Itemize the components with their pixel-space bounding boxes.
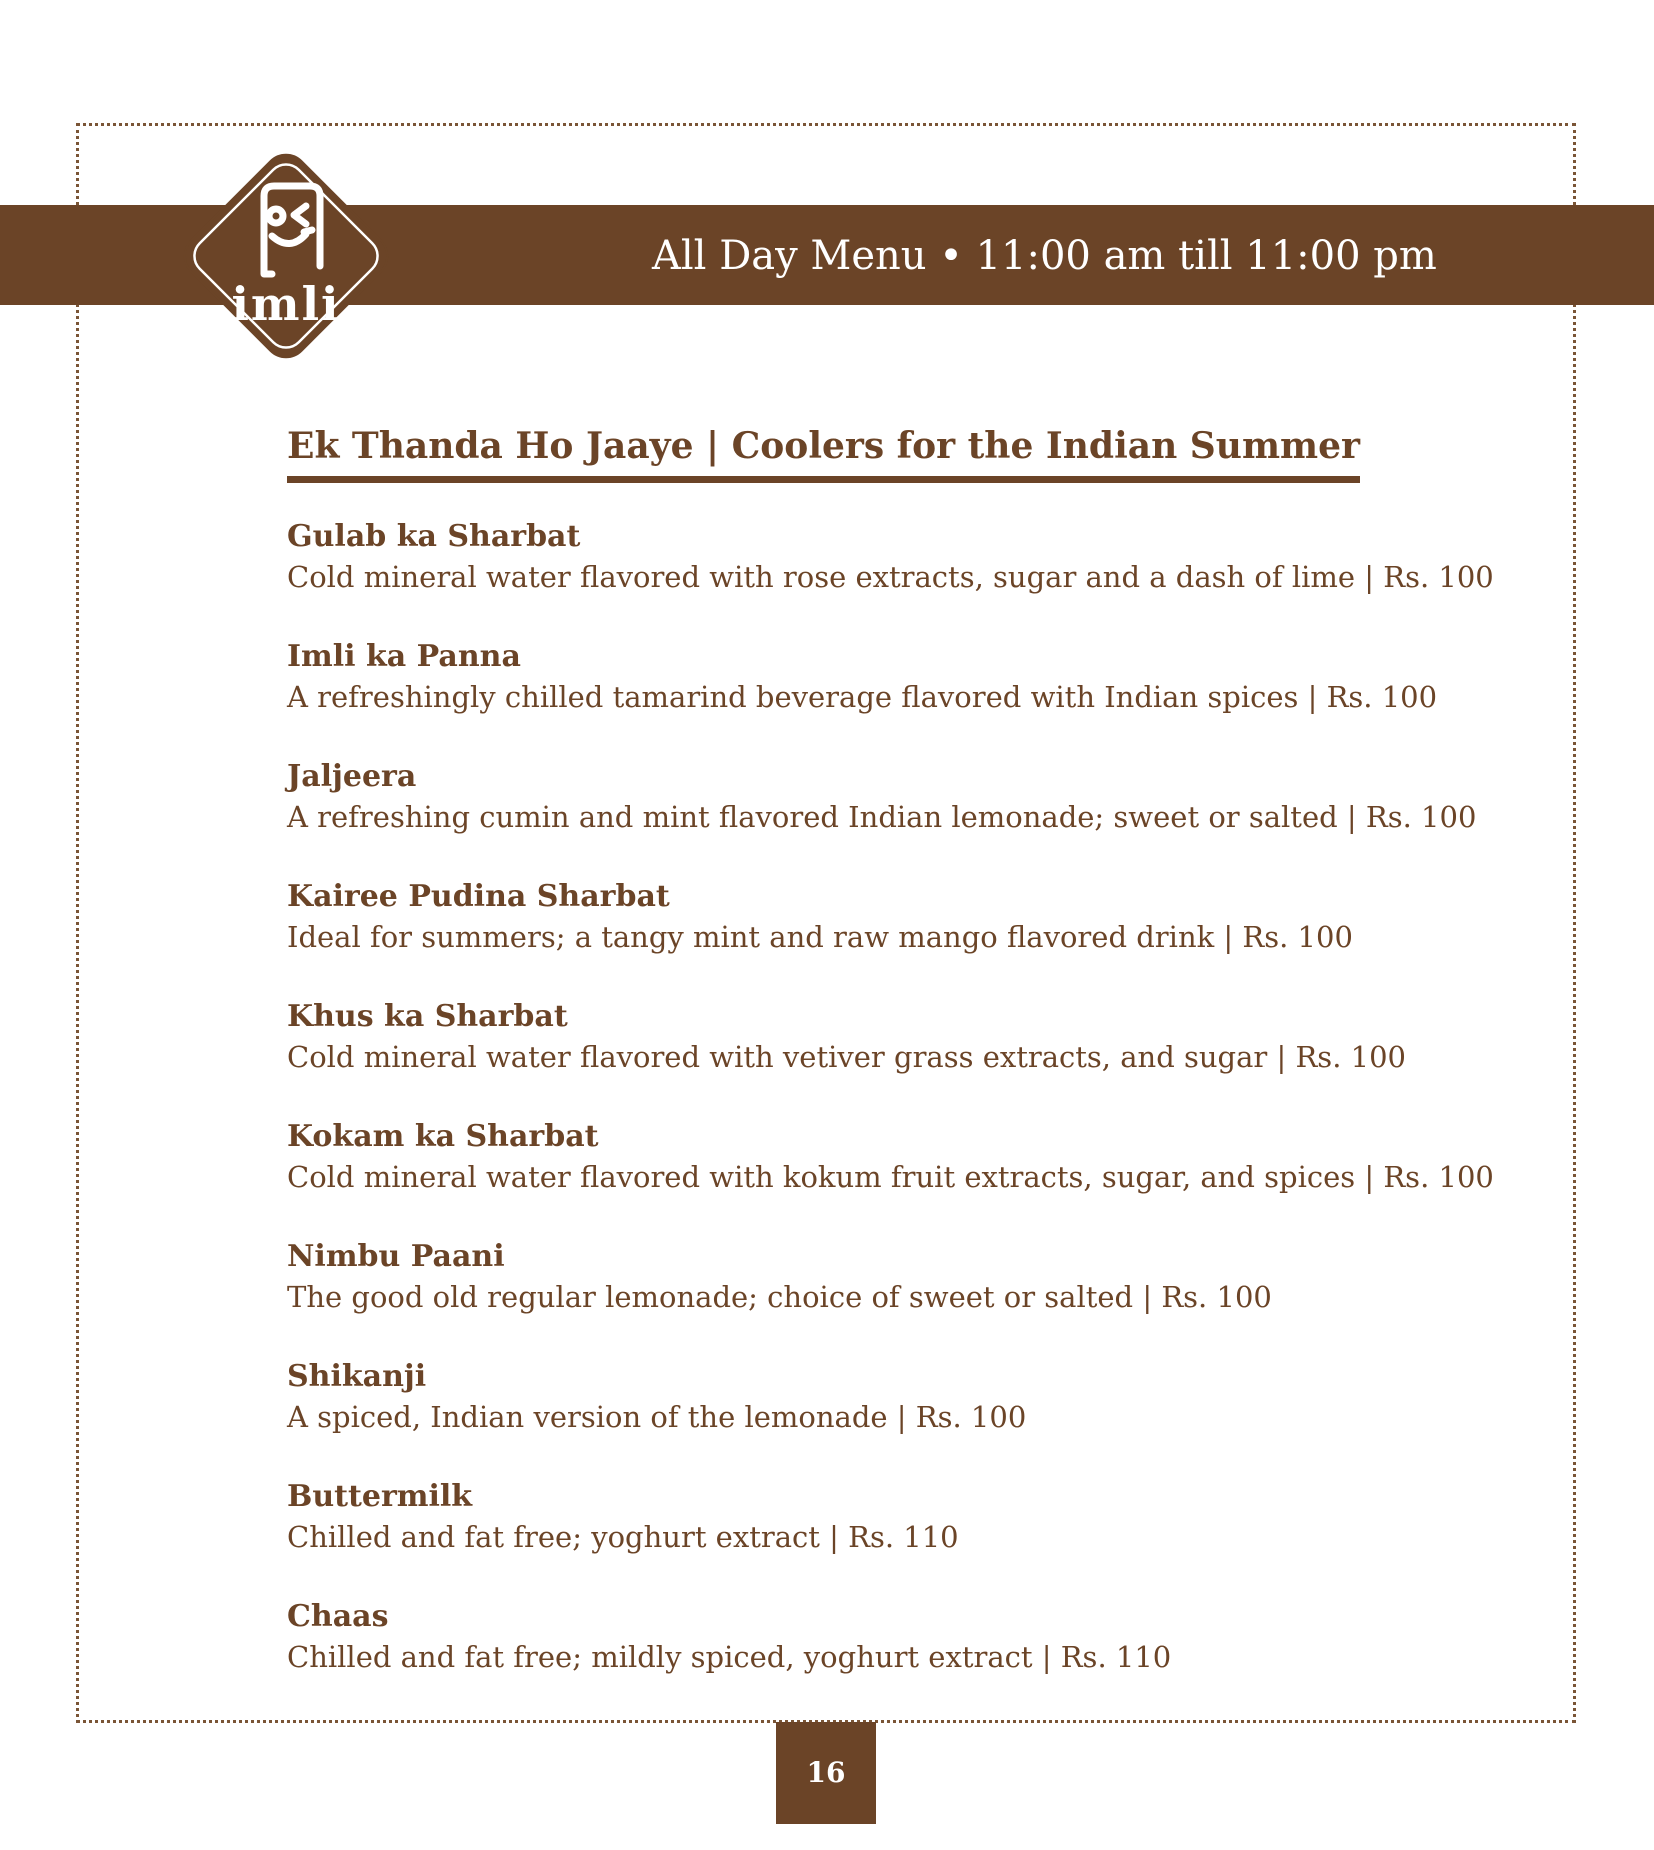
menu-item-description: A refreshingly chilled tamarind beverage flavored with Indian spices | Rs. 100 [287, 680, 1438, 714]
menu-item [287, 517, 1494, 637]
menu-item-name: Shikanji [287, 1359, 427, 1394]
menu-item-name: Imli ka Panna [287, 639, 521, 674]
menu-item-name: Jaljeera [287, 759, 417, 794]
menu-item-list [287, 517, 1494, 1717]
page-number: 16 [776, 1722, 876, 1824]
menu-item-name: Buttermilk [287, 1479, 473, 1514]
menu-item-description: Cold mineral water flavored with rose extracts, sugar and a dash of lime | Rs. 100 [287, 560, 1494, 594]
imli-logo [154, 124, 418, 388]
logo-wordmark: imli [231, 277, 341, 331]
menu-item-description: Chilled and fat free; yoghurt extract | Rs. 110 [287, 1520, 959, 1554]
menu-item [287, 1357, 1487, 1477]
menu-item [287, 1597, 1487, 1717]
menu-item-name: Kokam ka Sharbat [287, 1119, 599, 1154]
header-title: All Day Menu • 11:00 am till 11:00 pm [652, 233, 1437, 279]
menu-item-name: Gulab ka Sharbat [287, 519, 581, 554]
coolers-section [287, 422, 1494, 1717]
menu-item [287, 997, 1487, 1117]
menu-item-description: Ideal for summers; a tangy mint and raw mango flavored drink | Rs. 100 [287, 920, 1353, 954]
menu-item-name: Nimbu Paani [287, 1239, 505, 1274]
menu-item-description: Chilled and fat free; mildly spiced, yoghurt extract | Rs. 110 [287, 1640, 1172, 1674]
menu-item-description: A spiced, Indian version of the lemonade | Rs. 100 [287, 1400, 1027, 1434]
menu-item-name: Chaas [287, 1599, 389, 1634]
menu-item-description: A refreshing cumin and mint flavored Indian lemonade; sweet or salted | Rs. 100 [287, 800, 1477, 834]
menu-item [287, 1117, 1494, 1237]
menu-item-description: Cold mineral water flavored with vetiver grass extracts, and sugar | Rs. 100 [287, 1040, 1406, 1074]
section-title: Ek Thanda Ho Jaaye | Coolers for the Indian Summer [287, 422, 1360, 483]
menu-item [287, 1477, 1487, 1597]
menu-item-description: Cold mineral water flavored with kokum fruit extracts, sugar, and spices | Rs. 100 [287, 1160, 1494, 1194]
menu-item [287, 637, 1487, 757]
menu-item [287, 1237, 1487, 1357]
menu-item-description: The good old regular lemonade; choice of sweet or salted | Rs. 100 [287, 1280, 1272, 1314]
menu-item-name: Khus ka Sharbat [287, 999, 568, 1034]
menu-item [287, 757, 1487, 877]
menu-item [287, 877, 1487, 997]
menu-item-name: Kairee Pudina Sharbat [287, 879, 670, 914]
